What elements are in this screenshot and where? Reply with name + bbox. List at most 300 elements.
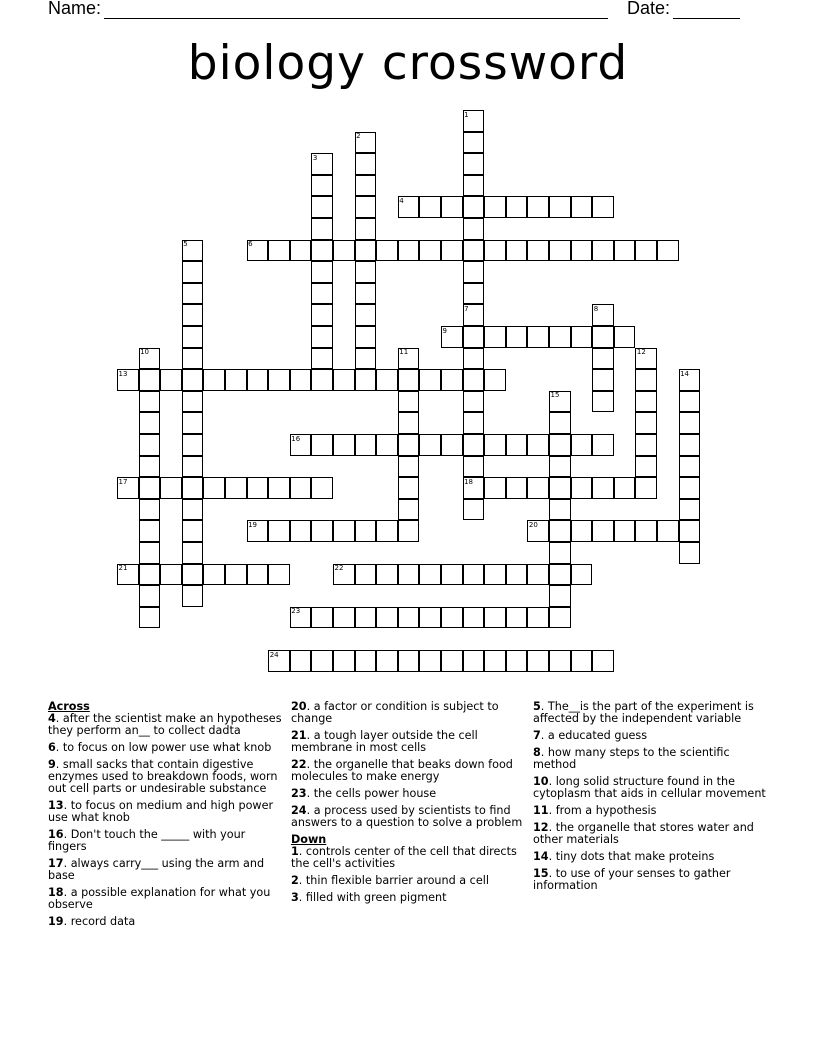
- grid-cell[interactable]: [506, 326, 528, 348]
- grid-cell[interactable]: [463, 607, 485, 629]
- clue-text: a process used by scientists to find answers to a question to solve a problem: [291, 804, 523, 829]
- grid-cell[interactable]: [398, 456, 420, 478]
- clue-number-label: 11: [399, 348, 409, 357]
- grid-cell[interactable]: [549, 196, 571, 218]
- grid-cell[interactable]: [311, 304, 333, 326]
- grid-cell[interactable]: [160, 477, 182, 499]
- grid-cell[interactable]: [614, 520, 636, 542]
- grid-cell[interactable]: [139, 369, 161, 391]
- page-title: biology crossword: [187, 36, 629, 91]
- grid-cell[interactable]: [506, 240, 528, 262]
- grid-cell[interactable]: [419, 196, 441, 218]
- grid-cell[interactable]: [376, 240, 398, 262]
- grid-cell[interactable]: [355, 369, 377, 391]
- grid-cell[interactable]: [571, 196, 593, 218]
- grid-cell[interactable]: [355, 175, 377, 197]
- clue-item: 17. always carry___ using the arm and base: [48, 857, 265, 882]
- clue-number-label: 2: [356, 132, 361, 141]
- grid-cell[interactable]: [290, 650, 312, 672]
- grid-cell[interactable]: [463, 499, 485, 521]
- grid-cell[interactable]: [376, 434, 398, 456]
- grid-cell[interactable]: [463, 456, 485, 478]
- grid-cell[interactable]: [290, 477, 312, 499]
- grid-cell[interactable]: [376, 564, 398, 586]
- grid-cell[interactable]: [182, 412, 204, 434]
- grid-cell[interactable]: [376, 369, 398, 391]
- clue-item: 19. record data: [48, 915, 136, 928]
- grid-cell[interactable]: [506, 196, 528, 218]
- grid-cell[interactable]: [398, 650, 420, 672]
- grid-cell[interactable]: [376, 650, 398, 672]
- grid-cell[interactable]: [139, 456, 161, 478]
- grid-cell[interactable]: [592, 477, 614, 499]
- clue-item: 3. filled with green pigment: [291, 891, 447, 904]
- grid-cell[interactable]: [333, 607, 355, 629]
- grid-cell[interactable]: [463, 564, 485, 586]
- grid-cell[interactable]: [398, 434, 420, 456]
- grid-cell[interactable]: [527, 434, 549, 456]
- clue-number: 24: [291, 804, 307, 817]
- clue-item: 9. small sacks that contain digestive enzymes used to breakdown foods, worn out cell parts or undesirable substance: [48, 758, 278, 795]
- grid-cell[interactable]: [182, 391, 204, 413]
- grid-cell[interactable]: [355, 564, 377, 586]
- grid-cell[interactable]: [506, 434, 528, 456]
- grid-cell[interactable]: [311, 650, 333, 672]
- grid-cell[interactable]: [679, 391, 701, 413]
- grid-cell[interactable]: [355, 218, 377, 240]
- grid-cell[interactable]: [419, 434, 441, 456]
- grid-cell[interactable]: [571, 477, 593, 499]
- clue-number-label: 14: [680, 369, 690, 378]
- grid-cell[interactable]: [268, 477, 290, 499]
- grid-cell[interactable]: [398, 564, 420, 586]
- clue-number: 10: [533, 775, 549, 788]
- grid-cell[interactable]: [247, 564, 269, 586]
- grid-cell[interactable]: [311, 607, 333, 629]
- grid-cell[interactable]: [549, 412, 571, 434]
- grid-cell[interactable]: [527, 607, 549, 629]
- grid-cell[interactable]: [679, 456, 701, 478]
- clue-number-label: 6: [248, 240, 253, 249]
- grid-cell[interactable]: [463, 132, 485, 154]
- grid-cell[interactable]: [463, 391, 485, 413]
- grid-cell[interactable]: [679, 412, 701, 434]
- grid-cell[interactable]: [139, 499, 161, 521]
- grid-cell[interactable]: [182, 499, 204, 521]
- grid-cell[interactable]: [160, 369, 182, 391]
- grid-cell[interactable]: [355, 348, 377, 370]
- clue-item: 11. from a hypothesis: [533, 804, 657, 817]
- grid-cell[interactable]: [484, 650, 506, 672]
- clue-item: 23. the cells power house: [291, 787, 437, 800]
- grid-cell[interactable]: [376, 520, 398, 542]
- grid-cell[interactable]: [463, 348, 485, 370]
- grid-cell[interactable]: [419, 369, 441, 391]
- clue-number-label: 13: [118, 369, 128, 378]
- grid-cell[interactable]: [635, 456, 657, 478]
- grid-cell[interactable]: [463, 434, 485, 456]
- grid-cell[interactable]: [290, 240, 312, 262]
- clue-text: the organelle that beaks down food molecules to make energy: [291, 758, 513, 783]
- clue-number: 4: [48, 712, 56, 725]
- grid-cell[interactable]: [549, 499, 571, 521]
- grid-cell[interactable]: [182, 434, 204, 456]
- grid-cell[interactable]: [290, 369, 312, 391]
- grid-cell[interactable]: [225, 564, 247, 586]
- clue-number-label: 1: [464, 110, 469, 119]
- clue-number: 3: [291, 891, 299, 904]
- grid-cell[interactable]: [398, 477, 420, 499]
- grid-cell[interactable]: [592, 520, 614, 542]
- clue-number-label: 8: [593, 304, 599, 313]
- grid-cell[interactable]: [355, 196, 377, 218]
- grid-cell[interactable]: [635, 520, 657, 542]
- down-heading: Down: [291, 833, 327, 846]
- grid-cell[interactable]: [441, 650, 463, 672]
- clue-number-label: 19: [248, 520, 258, 529]
- grid-cell[interactable]: [160, 564, 182, 586]
- clue-item: 8. how many steps to the scientific method: [533, 746, 730, 771]
- grid-cell[interactable]: [463, 196, 485, 218]
- grid-cell[interactable]: [376, 607, 398, 629]
- grid-cell[interactable]: [182, 456, 204, 478]
- grid-cell[interactable]: [549, 564, 571, 586]
- grid-cell[interactable]: [592, 348, 614, 370]
- clue-number-label: 18: [464, 477, 474, 486]
- grid-cell[interactable]: [333, 520, 355, 542]
- grid-cell[interactable]: [635, 434, 657, 456]
- grid-cell[interactable]: [333, 240, 355, 262]
- grid-cell[interactable]: [592, 434, 614, 456]
- clue-text: a educated guess: [547, 729, 648, 742]
- grid-cell[interactable]: [549, 542, 571, 564]
- grid-cell[interactable]: [657, 520, 679, 542]
- clue-item: 5. The__is the part of the experiment is affected by the independent variable: [533, 700, 754, 725]
- clues-column-1: [48, 701, 286, 933]
- clue-number-label: 15: [550, 391, 560, 400]
- clue-number: 17: [48, 857, 64, 870]
- clue-number-label: 9: [442, 326, 447, 335]
- grid-cell[interactable]: [441, 196, 463, 218]
- grid-cell[interactable]: [592, 369, 614, 391]
- clue-number-label: 12: [636, 348, 646, 357]
- grid-cell[interactable]: [139, 412, 161, 434]
- grid-cell[interactable]: [311, 326, 333, 348]
- grid-cell[interactable]: [635, 240, 657, 262]
- grid-cell[interactable]: [247, 369, 269, 391]
- grid-cell[interactable]: [355, 650, 377, 672]
- grid-cell[interactable]: [635, 412, 657, 434]
- grid-cell[interactable]: [182, 326, 204, 348]
- grid-cell[interactable]: [614, 477, 636, 499]
- grid-cell[interactable]: [506, 650, 528, 672]
- clue-number-label: 7: [464, 304, 469, 313]
- grid-cell[interactable]: [290, 520, 312, 542]
- grid-cell[interactable]: [571, 240, 593, 262]
- grid-cell[interactable]: [463, 412, 485, 434]
- grid-cell[interactable]: [549, 520, 571, 542]
- clue-number-label: 23: [291, 607, 301, 616]
- grid-cell[interactable]: [182, 369, 204, 391]
- grid-cell[interactable]: [203, 477, 225, 499]
- grid-cell[interactable]: [311, 348, 333, 370]
- clue-number: 18: [48, 886, 64, 899]
- grid-cell[interactable]: [463, 650, 485, 672]
- grid-cell[interactable]: [333, 369, 355, 391]
- clue-number-label: 10: [140, 348, 150, 357]
- grid-cell[interactable]: [571, 650, 593, 672]
- clue-text: always carry___ using the arm and base: [48, 857, 265, 882]
- clue-number-label: 24: [269, 650, 279, 659]
- clue-item: 6. to focus on low power use what knob: [48, 741, 272, 754]
- grid-cell[interactable]: [527, 564, 549, 586]
- grid-cell[interactable]: [182, 283, 204, 305]
- grid-cell[interactable]: [463, 326, 485, 348]
- clue-text: to use of your senses to gather information: [533, 867, 731, 892]
- clue-number: 23: [291, 787, 307, 800]
- grid-cell[interactable]: [441, 564, 463, 586]
- grid-cell[interactable]: [355, 261, 377, 283]
- grid-cell[interactable]: [139, 391, 161, 413]
- grid-cell[interactable]: [139, 564, 161, 586]
- grid-cell[interactable]: [182, 520, 204, 542]
- clue-text: thin flexible barrier around a cell: [305, 874, 489, 887]
- grid-cell[interactable]: [182, 348, 204, 370]
- grid-cell[interactable]: [311, 283, 333, 305]
- grid-cell[interactable]: [614, 326, 636, 348]
- grid-cell[interactable]: [182, 564, 204, 586]
- clue-item: 15. to use of your senses to gather information: [533, 867, 731, 892]
- clue-item: 14. tiny dots that make proteins: [533, 850, 715, 863]
- grid-cell[interactable]: [549, 456, 571, 478]
- grid-cell[interactable]: [311, 261, 333, 283]
- grid-cell[interactable]: [571, 520, 593, 542]
- grid-cell[interactable]: [355, 434, 377, 456]
- grid-cell[interactable]: [571, 564, 593, 586]
- grid-cell[interactable]: [398, 412, 420, 434]
- grid-cell[interactable]: [203, 369, 225, 391]
- grid-cell[interactable]: [355, 326, 377, 348]
- grid-cell[interactable]: [484, 564, 506, 586]
- grid-cell[interactable]: [484, 369, 506, 391]
- clue-item: 4. after the scientist make an hypotheses they perform an__ to collect dadta: [48, 712, 282, 737]
- grid-cell[interactable]: [268, 240, 290, 262]
- grid-cell[interactable]: [679, 499, 701, 521]
- grid-cell[interactable]: [506, 564, 528, 586]
- grid-cell[interactable]: [506, 477, 528, 499]
- grid-cell[interactable]: [635, 369, 657, 391]
- grid-cell[interactable]: [527, 650, 549, 672]
- grid-cell[interactable]: [355, 607, 377, 629]
- grid-cell[interactable]: [441, 434, 463, 456]
- clue-text: long solid structure found in the cytoplasm that aids in cellular movement: [533, 775, 766, 800]
- grid-cell[interactable]: [398, 499, 420, 521]
- grid-cell[interactable]: [311, 196, 333, 218]
- grid-cell[interactable]: [441, 607, 463, 629]
- grid-cell[interactable]: [225, 477, 247, 499]
- grid-cell[interactable]: [484, 326, 506, 348]
- grid-cell[interactable]: [268, 369, 290, 391]
- grid-cell[interactable]: [679, 520, 701, 542]
- grid-cell[interactable]: [679, 477, 701, 499]
- grid-cell[interactable]: [139, 434, 161, 456]
- grid-cell[interactable]: [635, 391, 657, 413]
- grid-cell[interactable]: [355, 153, 377, 175]
- grid-cell[interactable]: [139, 607, 161, 629]
- clue-number-label: 3: [312, 153, 318, 162]
- grid-cell[interactable]: [592, 650, 614, 672]
- grid-cell[interactable]: [679, 542, 701, 564]
- grid-cell[interactable]: [268, 520, 290, 542]
- clue-item: 21. a tough layer outside the cell membrane in most cells: [291, 729, 478, 754]
- clue-number: 22: [291, 758, 307, 771]
- clue-text: a factor or condition is subject to change: [291, 700, 499, 725]
- clue-text: the organelle that stores water and other materials: [533, 821, 754, 846]
- grid-cell[interactable]: [549, 326, 571, 348]
- clue-number: 14: [533, 850, 549, 863]
- clue-item: 24. a process used by scientists to find answers to a question to solve a problem: [291, 804, 523, 829]
- grid-cell[interactable]: [225, 369, 247, 391]
- grid-cell[interactable]: [419, 650, 441, 672]
- clue-number: 12: [533, 821, 549, 834]
- clues-column-3: [533, 701, 773, 897]
- clue-text: from a hypothesis: [555, 804, 657, 817]
- clue-number: 2: [291, 874, 299, 887]
- clue-item: 2. thin flexible barrier around a cell: [291, 874, 489, 887]
- grid-cell[interactable]: [398, 607, 420, 629]
- clue-number: 15: [533, 867, 549, 880]
- grid-cell[interactable]: [355, 304, 377, 326]
- clue-item: 10. long solid structure found in the cytoplasm that aids in cellular movement: [533, 775, 766, 800]
- grid-cell[interactable]: [139, 520, 161, 542]
- grid-cell[interactable]: [355, 240, 377, 262]
- clue-text: Don't touch the _____ with your fingers: [48, 828, 246, 853]
- clue-item: 22. the organelle that beaks down food molecules to make energy: [291, 758, 513, 783]
- grid-cell[interactable]: [419, 564, 441, 586]
- grid-cell[interactable]: [484, 607, 506, 629]
- grid-cell[interactable]: [571, 434, 593, 456]
- grid-cell[interactable]: [182, 585, 204, 607]
- clue-item: 7. a educated guess: [533, 729, 648, 742]
- grid-cell[interactable]: [635, 477, 657, 499]
- grid-cell[interactable]: [527, 326, 549, 348]
- grid-cell[interactable]: [484, 240, 506, 262]
- clue-text: tiny dots that make proteins: [555, 850, 715, 863]
- clue-item: 18. a possible explanation for what you observe: [48, 886, 271, 911]
- clue-text: The__is the part of the experiment is affected by the independent variable: [533, 700, 754, 725]
- grid-cell[interactable]: [182, 542, 204, 564]
- grid-cell[interactable]: [311, 218, 333, 240]
- grid-cell[interactable]: [139, 585, 161, 607]
- grid-cell[interactable]: [355, 283, 377, 305]
- clue-number: 6: [48, 741, 56, 754]
- grid-cell[interactable]: [463, 218, 485, 240]
- clue-text: how many steps to the scientific method: [533, 746, 730, 771]
- grid-cell[interactable]: [398, 391, 420, 413]
- grid-cell[interactable]: [463, 240, 485, 262]
- clue-item: 12. the organelle that stores water and other materials: [533, 821, 754, 846]
- grid-cell[interactable]: [398, 369, 420, 391]
- clue-number-label: 22: [334, 564, 344, 573]
- grid-cell[interactable]: [463, 261, 485, 283]
- grid-cell[interactable]: [527, 196, 549, 218]
- grid-cell[interactable]: [441, 240, 463, 262]
- grid-cell[interactable]: [657, 240, 679, 262]
- grid-cell[interactable]: [311, 175, 333, 197]
- grid-cell[interactable]: [139, 542, 161, 564]
- grid-cell[interactable]: [182, 304, 204, 326]
- grid-cell[interactable]: [614, 240, 636, 262]
- clue-number: 1: [291, 845, 299, 858]
- grid-cell[interactable]: [592, 326, 614, 348]
- grid-cell[interactable]: [333, 434, 355, 456]
- grid-cell[interactable]: [311, 240, 333, 262]
- grid-cell[interactable]: [419, 607, 441, 629]
- grid-cell[interactable]: [549, 585, 571, 607]
- grid-cell[interactable]: [592, 391, 614, 413]
- grid-cell[interactable]: [463, 369, 485, 391]
- grid-cell[interactable]: [549, 434, 571, 456]
- grid-cell[interactable]: [355, 520, 377, 542]
- grid-cell[interactable]: [463, 283, 485, 305]
- grid-cell[interactable]: [333, 650, 355, 672]
- grid-cell[interactable]: [419, 240, 441, 262]
- grid-cell[interactable]: [398, 240, 420, 262]
- grid-cell[interactable]: [182, 477, 204, 499]
- name-label: Name:: [48, 0, 102, 18]
- clue-text: to focus on medium and high power use what knob: [48, 799, 274, 824]
- grid-cell[interactable]: [311, 520, 333, 542]
- grid-cell[interactable]: [484, 434, 506, 456]
- grid-cell[interactable]: [549, 240, 571, 262]
- grid-cell[interactable]: [549, 650, 571, 672]
- grid-cell[interactable]: [506, 607, 528, 629]
- grid-cell[interactable]: [679, 434, 701, 456]
- grid-cell[interactable]: [463, 153, 485, 175]
- clue-number: 19: [48, 915, 64, 928]
- clue-text: a tough layer outside the cell membrane in most cells: [291, 729, 478, 754]
- grid-cell[interactable]: [592, 240, 614, 262]
- clue-text: record data: [70, 915, 136, 928]
- clue-item: 1. controls center of the cell that directs the cell's activities: [291, 845, 517, 870]
- clue-number: 9: [48, 758, 56, 771]
- grid-cell[interactable]: [311, 434, 333, 456]
- grid-cell[interactable]: [463, 175, 485, 197]
- clue-number: 20: [291, 700, 307, 713]
- clue-number-label: 21: [118, 564, 128, 573]
- grid-cell[interactable]: [484, 196, 506, 218]
- grid-cell[interactable]: [484, 477, 506, 499]
- grid-cell[interactable]: [311, 477, 333, 499]
- clue-number-label: 17: [118, 477, 128, 486]
- grid-cell[interactable]: [592, 196, 614, 218]
- grid-cell[interactable]: [139, 477, 161, 499]
- grid-cell[interactable]: [527, 477, 549, 499]
- grid-cell[interactable]: [549, 607, 571, 629]
- grid-cell[interactable]: [203, 564, 225, 586]
- grid-cell[interactable]: [311, 369, 333, 391]
- clue-item: 20. a factor or condition is subject to change: [291, 700, 499, 725]
- clue-number: 21: [291, 729, 307, 742]
- grid-cell[interactable]: [441, 369, 463, 391]
- grid-cell[interactable]: [182, 261, 204, 283]
- grid-cell[interactable]: [571, 326, 593, 348]
- grid-cell[interactable]: [268, 564, 290, 586]
- grid-cell[interactable]: [549, 477, 571, 499]
- grid-cell[interactable]: [247, 477, 269, 499]
- grid-cell[interactable]: [398, 520, 420, 542]
- grid-cell[interactable]: [527, 240, 549, 262]
